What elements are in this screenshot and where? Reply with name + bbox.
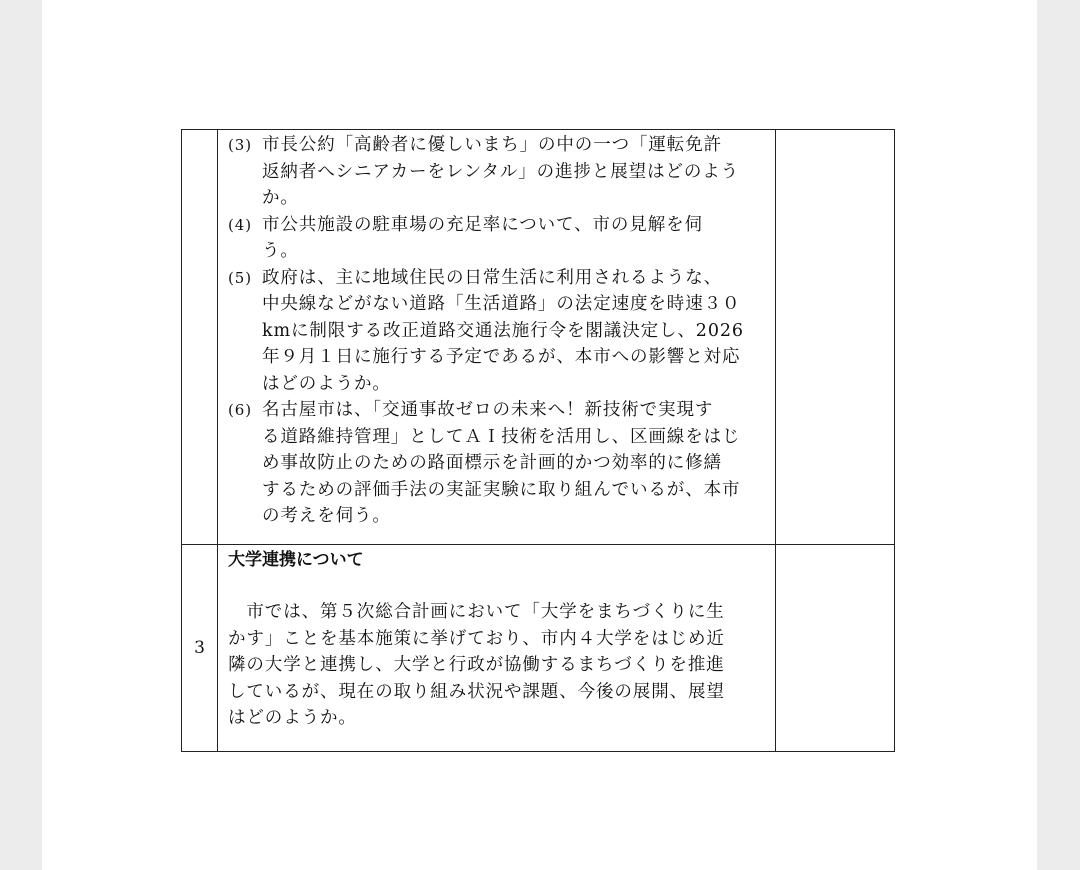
item-marker: (5) (228, 268, 252, 287)
row-number-cell: 3 (182, 545, 218, 752)
item-text: 市公共施設の駐車場の充足率について、市の見解を伺 う。 (262, 214, 703, 261)
item-text: 市長公約「高齢者に優しいまち」の中の一つ「運転免許 返納者へシニアカーをレンタル」の進捗と展望はどのよう か。 (262, 135, 740, 208)
table-row (182, 130, 895, 545)
topic-body: 市では、第５次総合計画において「大学をまちづくりに生 かす」ことを基本施策に挙げており、市内４大学をはじめ近 隣の大学と連携し、大学と行政が協働するまちづくりを推進 しているが、現在の取り組み状況や課題、今後の展開、展望 はどのようか。 (228, 602, 725, 728)
question-item (218, 265, 775, 398)
topic-cell (218, 545, 776, 752)
blank-cell (776, 545, 895, 752)
item-text: 政府は、主に地域住民の日常生活に利用されるような、 中央線などがない道路「生活道路」の法定速度を時速３０ kmに制限する改正道路交通法施行令を閣議決定し、2026 年９月１日に施行する予定であるが、本市への影響と対応 はどのようか。 (262, 267, 744, 394)
row-number-cell (182, 130, 218, 545)
table-row (182, 545, 895, 752)
topic-heading: 大学連携について (228, 550, 364, 570)
question-item (218, 397, 775, 530)
question-item (218, 132, 775, 212)
questions-cell (218, 130, 776, 545)
document-page (42, 0, 1037, 870)
blank-cell (776, 130, 895, 545)
question-table (181, 129, 895, 752)
item-marker: (6) (228, 401, 252, 419)
item-marker: (4) (228, 215, 252, 234)
item-marker: (3) (228, 136, 252, 154)
item-text: 名古屋市は、「交通事故ゼロの未来へ！新技術で実現す る道路維持管理」としてＡＩ技術を活用し、区画線をはじ め事故防止のための路面標示を計画的かつ効率的に修繕 するための評価手法の実証実験に取り組んでいるが、本市 の考えを伺う。 (262, 400, 741, 526)
question-item (218, 212, 775, 265)
